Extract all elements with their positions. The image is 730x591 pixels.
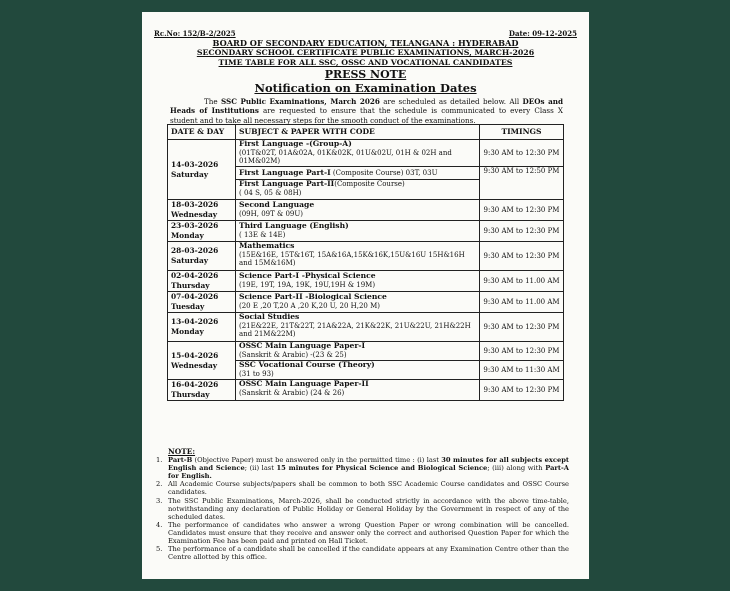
note-item: 5. The performance of a candidate shall be cancelled if the candidate appears at any Examination Centre other than the Centre allotted by this office. [156, 545, 569, 562]
table-header-row [168, 125, 564, 140]
note-item: 4. The performance of candidates who answer a wrong Question Paper or wrong combination will be cancelled. Candidates must ensure that they receive and answer only the correct and authorised Question Paper for which the Examination Fee has been paid and printed on Hall Ticket. [156, 520, 569, 546]
subject-cell: Mathematics (15E&16E, 15T&16T, 15A&16A,15K&16K,15U&16U 15H&16H and 15M&16M) [236, 242, 480, 271]
date-cell: 18-03-2026 Wednesday [168, 200, 236, 221]
timing-cell: 9:30 AM to 12:30 PM [480, 200, 564, 221]
subject-cell: Science Part-I -Physical Science (19E, 19T, 19A, 19K, 19U,19H & 19M) [236, 271, 480, 292]
document-date: Date: 09-12-2025 [508, 29, 577, 38]
table-row [168, 292, 564, 313]
timing-cell: 9:30 AM to 12:50 PM [480, 167, 564, 200]
table-row [168, 200, 564, 221]
note-item: 3. The SSC Public Examinations, March-2026, shall be conducted strictly in accordance with the above time-table, notwithstanding any declaration of Public Holiday or General Holiday by the Government in respect of any of the scheduled dates. [156, 496, 569, 521]
subject-column-header: SUBJECT & PAPER WITH CODE [236, 125, 480, 140]
timetable-title: TIME TABLE FOR ALL SSC, OSSC AND VOCATIONAL CANDIDATES [218, 58, 513, 67]
reference-number: Rc.No: 152/B-2/2025 [154, 29, 236, 38]
timing-cell: 9:30 AM to 11.00 AM [480, 292, 564, 313]
exam-title: SECONDARY SCHOOL CERTIFICATE PUBLIC EXAMINATIONS, MARCH-2026 [196, 48, 535, 57]
timing-cell: 9:30 AM to 12:30 PM [480, 342, 564, 361]
notes-title: NOTE: [168, 447, 196, 456]
timing-cell: 9:30 AM to 12:30 PM [480, 221, 564, 242]
date-cell: 07-04-2026 Tuesday [168, 292, 236, 313]
subject-cell: First Language Part-II(Composite Course) ( 04 S, 05 & 08H) [236, 180, 480, 200]
timing-cell: 9:30 AM to 12:30 PM [480, 242, 564, 271]
subject-cell: Social Studies (21E&22E, 21T&22T, 21A&22A, 21K&22K, 21U&22U, 21H&22H and 21M&22M) [236, 313, 480, 342]
date-cell: 14-03-2026 Saturday [168, 140, 236, 200]
subject-cell: OSSC Main Language Paper-II (Sanskrit & Arabic) (24 & 26) [236, 380, 480, 401]
date-cell: 13-04-2026 Monday [168, 313, 236, 342]
timing-cell: 9:30 AM to 12:30 PM [480, 313, 564, 342]
table-row [168, 271, 564, 292]
note-item: 2. All Academic Course subjects/papers shall be common to both SSC Academic Course candidates and OSSC Course candidates. [156, 480, 569, 497]
subject-cell: First Language -(Group-A) (01T&02T, 01A&02A, 01K&02K, 01U&02U, 01H & 02H and 01M&02M) [236, 140, 480, 167]
date-cell: 28-03-2026 Saturday [168, 242, 236, 271]
date-column-header: DATE & DAY [168, 125, 236, 140]
subject-cell: Third Language (English) ( 13E & 14E) [236, 221, 480, 242]
table-row [168, 221, 564, 242]
board-title: BOARD OF SECONDARY EDUCATION, TELANGANA : HYDERABAD [212, 38, 519, 48]
timing-cell: 9:30 AM to 12:30 PM [480, 380, 564, 401]
subject-cell: Second Language (09H, 09T & 09U) [236, 200, 480, 221]
subject-cell: OSSC Main Language Paper-I (Sanskrit & Arabic) -(23 & 25) [236, 342, 480, 361]
notes-section [156, 448, 569, 561]
date-cell: 23-03-2026 Monday [168, 221, 236, 242]
table-row [168, 380, 564, 401]
notification-heading: Notification on Examination Dates [254, 81, 477, 95]
press-note-heading: PRESS NOTE [324, 68, 407, 81]
table-row [168, 342, 564, 361]
timing-cell: 9:30 AM to 11:30 AM [480, 361, 564, 380]
press-note-document [142, 12, 589, 579]
table-row [168, 242, 564, 271]
intro-paragraph: The SSC Public Examinations, March 2026 are scheduled as detailed below. All DEOs and Heads of Institutions are requested to ensure that the schedule is communicated to every Class X student and to take all necessary steps for the smooth conduct of the examinations. [170, 97, 563, 125]
table-row [168, 140, 564, 167]
timing-cell: 9:30 AM to 11.00 AM [480, 271, 564, 292]
date-cell: 16-04-2026 Thursday [168, 380, 236, 401]
note-item: 1. Part-B (Objective Paper) must be answered only in the permitted time : (i) last 30 minutes for all subjects except English and Science; (ii) last 15 minutes for Physical Science and Biological Science; (iii) along with Part-A for English. [156, 456, 569, 481]
table-row [168, 313, 564, 342]
timings-column-header: TIMINGS [480, 125, 564, 140]
date-cell: 02-04-2026 Thursday [168, 271, 236, 292]
subject-cell: SSC Vocational Course (Theory) (31 to 93) [236, 361, 480, 380]
subject-cell: First Language Part-I (Composite Course) 03T, 03U [236, 167, 480, 180]
timing-cell: 9:30 AM to 12:30 PM [480, 140, 564, 167]
subject-cell: Science Part-II -Biological Science (20 E ,20 T,20 A ,20 K,20 U, 20 H,20 M) [236, 292, 480, 313]
exam-timetable [167, 124, 564, 401]
reference-line [154, 29, 577, 38]
date-cell: 15-04-2026 Wednesday [168, 342, 236, 380]
